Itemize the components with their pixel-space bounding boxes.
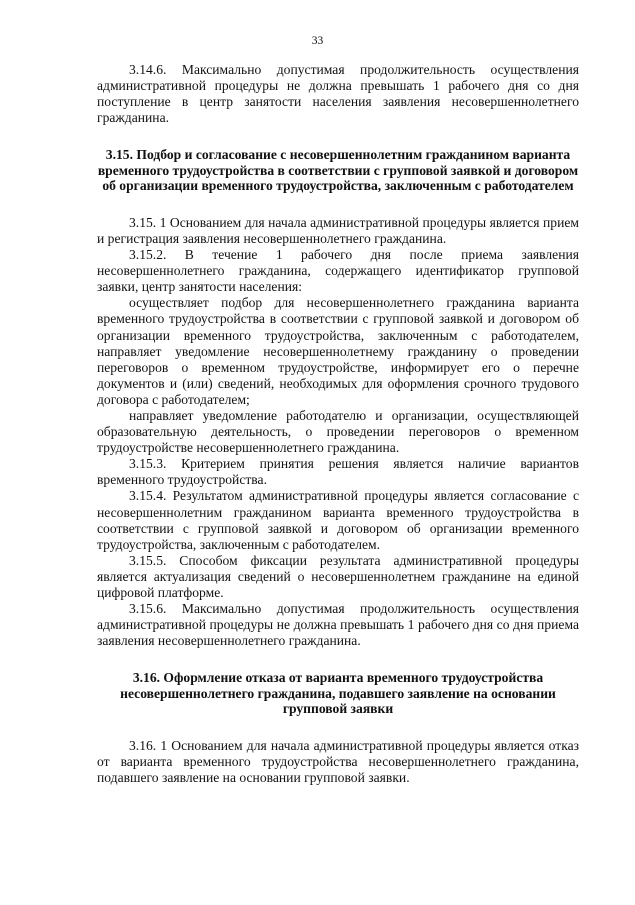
paragraph-3-15-4: 3.15.4. Результатом административной процедуры является согласование с несовершеннолетним гражданином варианта временного трудоустройства в соответствии с групповой заявкой и договором об организации временного трудоустройства, заключенным с работодателем. xyxy=(97,488,579,552)
paragraph-3-15-2-item-2: направляет уведомление работодателю и организации, осуществляющей образовательную деятельность, о проведении переговоров о временном трудоустройстве несовершеннолетнего гражданина. xyxy=(97,408,579,456)
paragraph-3-15-3: 3.15.3. Критерием принятия решения является наличие вариантов временного трудоустройства. xyxy=(97,456,579,488)
heading-3-15: 3.15. Подбор и согласование с несовершеннолетним гражданином варианта временного трудоустройства в соответствии с групповой заявкой и договором об организации временного трудоустройства, заключенным с работодателем xyxy=(97,147,579,194)
paragraph-3-15-6: 3.15.6. Максимально допустимая продолжительность осуществления административной процедуры не должна превышать 1 рабочего дня со дня приема заявления несовершеннолетнего гражданина. xyxy=(97,601,579,649)
paragraph-3-15-2-item-1: осуществляет подбор для несовершеннолетнего гражданина варианта временного трудоустройства в соответствии с групповой заявкой и договором об организации временного трудоустройства, заключенным с работодателем, направляет уведомление несовершеннолетнему гражданину о проведении переговоров о временном трудоустройстве, информирует его о перечне документов и (или) сведений, необходимых для оформления срочного трудового договора с работодателем; xyxy=(97,295,579,407)
paragraph-3-15-2: 3.15.2. В течение 1 рабочего дня после приема заявления несовершеннолетнего гражданина, содержащего идентификатор групповой заявки, центр занятости населения: xyxy=(97,247,579,295)
paragraph-3-15-1: 3.15. 1 Основанием для начала административной процедуры является прием и регистрация заявления несовершеннолетнего гражданина. xyxy=(97,214,579,246)
page-number: 33 xyxy=(311,35,324,47)
page-content xyxy=(97,62,579,786)
paragraph-3-14-6: 3.14.6. Максимально допустимая продолжительность осуществления административной процедуры не должна превышать 1 рабочего дня со дня поступление в центр занятости населения заявления несовершеннолетнего гражданина. xyxy=(97,62,579,126)
paragraph-3-15-5: 3.15.5. Способом фиксации результата административной процедуры является актуализация сведений о несовершеннолетнем гражданине на единой цифровой платформе. xyxy=(97,552,579,601)
paragraph-3-16-1: 3.16. 1 Основанием для начала административной процедуры является отказ от варианта временного трудоустройства несовершеннолетнего гражданина, подавшего заявление на основании групповой заявки. xyxy=(97,737,579,786)
heading-3-16: 3.16. Оформление отказа от варианта временного трудоустройства несовершеннолетнего гражданина, подавшего заявление на основании групповой заявки xyxy=(120,670,556,717)
